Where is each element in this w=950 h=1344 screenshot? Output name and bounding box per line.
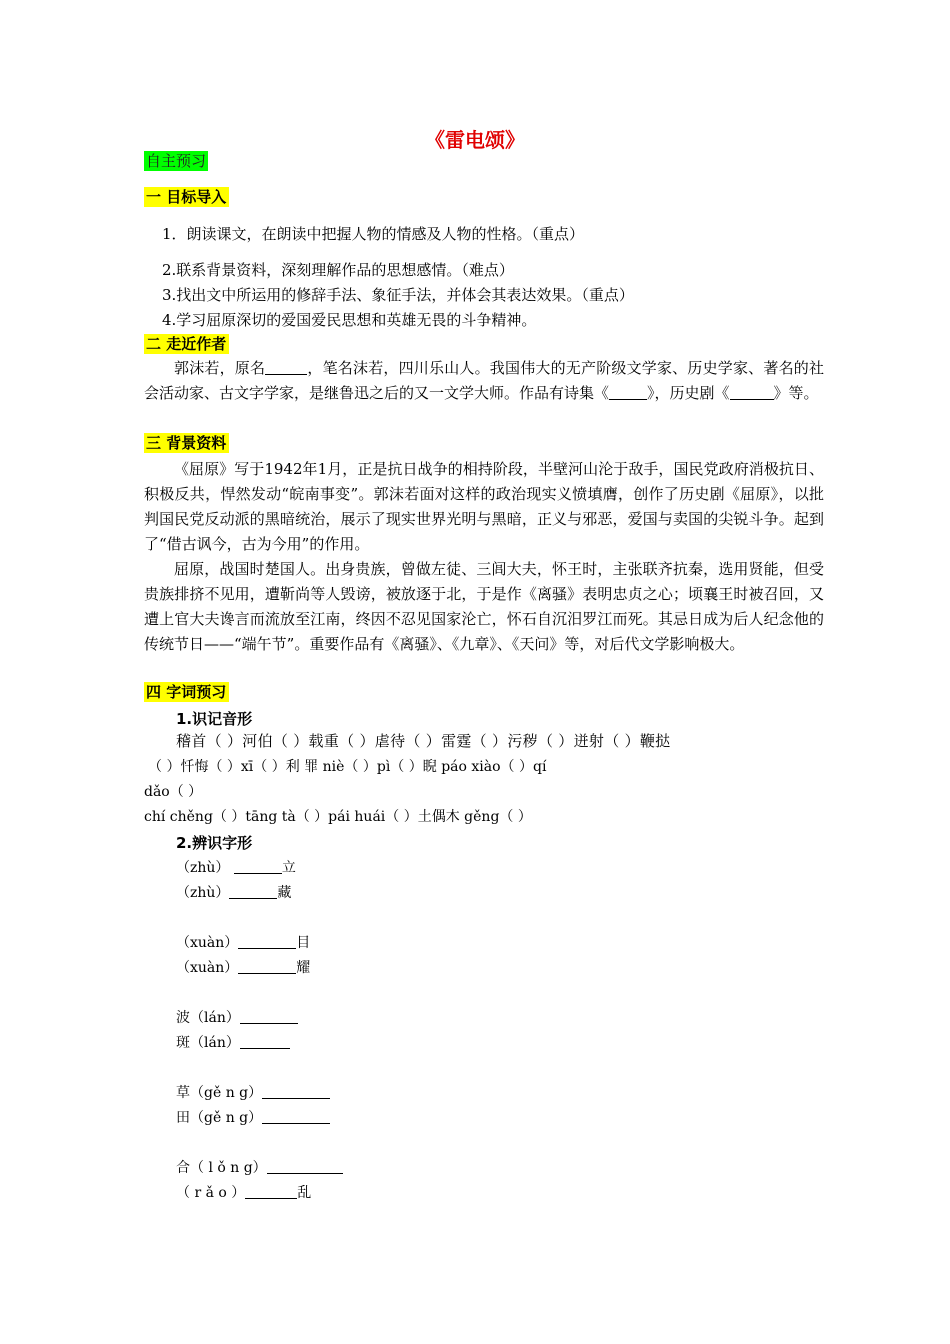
shape-item-4-prefix: （xuàn） — [176, 960, 239, 976]
author-text-a: 郭沫若，原名 — [174, 359, 266, 377]
shape-item-7-prefix: 草（gě n g） — [176, 1085, 263, 1101]
shape-item-10 — [176, 1182, 311, 1203]
shape-item-2-prefix: （zhù） — [176, 885, 230, 901]
vocab-subheading-shapes: 2.辨识字形 — [176, 834, 253, 852]
shape-item-6-blank[interactable] — [240, 1032, 290, 1049]
drama-blank[interactable] — [730, 383, 774, 400]
shape-item-10-prefix: （ r ǎ o ） — [176, 1185, 246, 1201]
shape-item-10-blank[interactable] — [245, 1182, 297, 1199]
background-paragraph-2: 屈原，战国时楚国人。出身贵族，曾做左徒、三闾大夫，怀王时，主张联齐抗秦，选用贤能，但受贵族排挤不见用，遭靳尚等人毁谤，被放逐于北，于是作《离骚》表明忠贞之心；顷襄王时被召回，又遭上官大夫谗言而流放至江南，终因不忍见国家沦亡，怀石自沉汨罗江而死。其忌日成为后人纪念他的传统节日——“端午节”。重要作品有《离骚》、《九章》、《天问》等，对后代文学影响极大。 — [144, 560, 824, 653]
section-heading-vocab: 四 字词预习 — [144, 682, 229, 702]
shape-item-1-prefix: （zhù） — [176, 860, 234, 876]
shape-item-3 — [176, 932, 310, 953]
shape-item-1 — [176, 857, 296, 878]
shape-item-2-blank[interactable] — [229, 882, 277, 899]
shape-item-2-suffix: 藏 — [277, 885, 292, 901]
section-heading-author: 二 走近作者 — [144, 334, 229, 354]
shape-item-5-blank[interactable] — [240, 1007, 298, 1024]
author-text-c: 》，历史剧《 — [647, 384, 730, 402]
author-name-blank[interactable] — [265, 358, 307, 375]
background-paragraph-1: 《屈原》写于1942年1月，正是抗日战争的相持阶段，半壁河山沦于敌手，国民党政府消极抗日、积极反共，悍然发动“皖南事变”。郭沫若面对这样的政治现实义愤填膺，创作了历史剧《屈原》，以批判国民党反动派的黑暗统治，展示了现实世界光明与黑暗，正义与邪恶，爱国与卖国的尖锐斗争。起到了“借古讽今，古为今用”的作用。 — [144, 460, 824, 553]
shape-item-9 — [176, 1157, 343, 1178]
shape-item-9-blank[interactable] — [267, 1157, 343, 1174]
shape-item-3-blank[interactable] — [238, 932, 296, 949]
section-heading-goals: 一 目标导入 — [144, 187, 229, 207]
document-title: 《雷电颂》 — [425, 128, 525, 152]
shape-item-8-prefix: 田（gě n g） — [176, 1110, 263, 1126]
section-heading-background: 三 背景资料 — [144, 433, 229, 453]
shape-item-4 — [176, 957, 310, 978]
shape-item-7 — [176, 1082, 330, 1103]
author-paragraph — [144, 356, 824, 406]
vocab-subheading-pronunciation: 1.识记音形 — [176, 710, 253, 728]
shape-item-6-prefix: 斑（lán） — [176, 1035, 240, 1051]
vocab-row-4: chí chěng（ ）tāng tà（ ）pái huái（ ）土偶木 gěng（ ） — [144, 809, 532, 825]
shape-item-3-suffix: 目 — [296, 935, 311, 951]
vocab-row-3: dǎo（ ） — [144, 784, 203, 800]
shape-item-2 — [176, 882, 291, 903]
vocab-row-1: 稽首（ ）河伯（ ）载重（ ）虐待（ ）雷霆（ ）污秽（ ）迸射（ ）鞭挞 — [176, 732, 671, 750]
author-text-d: 》等。 — [773, 384, 819, 402]
poetry-blank[interactable] — [609, 383, 647, 400]
goal-item-2: 2.联系背景资料，深刻理解作品的思想感情。（难点） — [162, 261, 514, 279]
shape-item-4-blank[interactable] — [238, 957, 296, 974]
shape-item-4-suffix: 耀 — [296, 960, 311, 976]
shape-item-8 — [176, 1107, 330, 1128]
goal-item-4: 4.学习屈原深切的爱国爱民思想和英雄无畏的斗争精神。 — [162, 311, 537, 329]
vocab-row-2: （ ）忏悔（ ）xī（ ）利 罪 niè（ ）pì（ ）睨 páo xiào（ ）qí — [148, 759, 547, 775]
preview-badge: 自主预习 — [146, 152, 207, 170]
shape-item-6 — [176, 1032, 290, 1053]
author-text-b: ，笔名沫若，四川乐山人。我国伟大的无产阶级文学家、历史学家、著名的社会活动家、古文字学家，是继鲁迅之后的又一文学大师。作品有诗集《 — [144, 359, 824, 402]
shape-item-5-prefix: 波（lán） — [176, 1010, 240, 1026]
shape-item-3-prefix: （xuàn） — [176, 935, 239, 951]
shape-item-5 — [176, 1007, 298, 1028]
shape-item-1-blank[interactable] — [234, 857, 282, 874]
shape-item-10-suffix: 乱 — [297, 1185, 312, 1201]
shape-item-1-suffix: 立 — [281, 860, 296, 876]
goal-item-1: 1．朗读课文，在朗读中把握人物的情感及人物的性格。（重点） — [162, 225, 585, 243]
shape-item-7-blank[interactable] — [262, 1082, 330, 1099]
shape-item-8-blank[interactable] — [262, 1107, 330, 1124]
goal-item-3: 3.找出文中所运用的修辞手法、象征手法，并体会其表达效果。（重点） — [162, 286, 634, 304]
shape-item-9-prefix: 合（ l ǒ n g） — [176, 1160, 267, 1176]
